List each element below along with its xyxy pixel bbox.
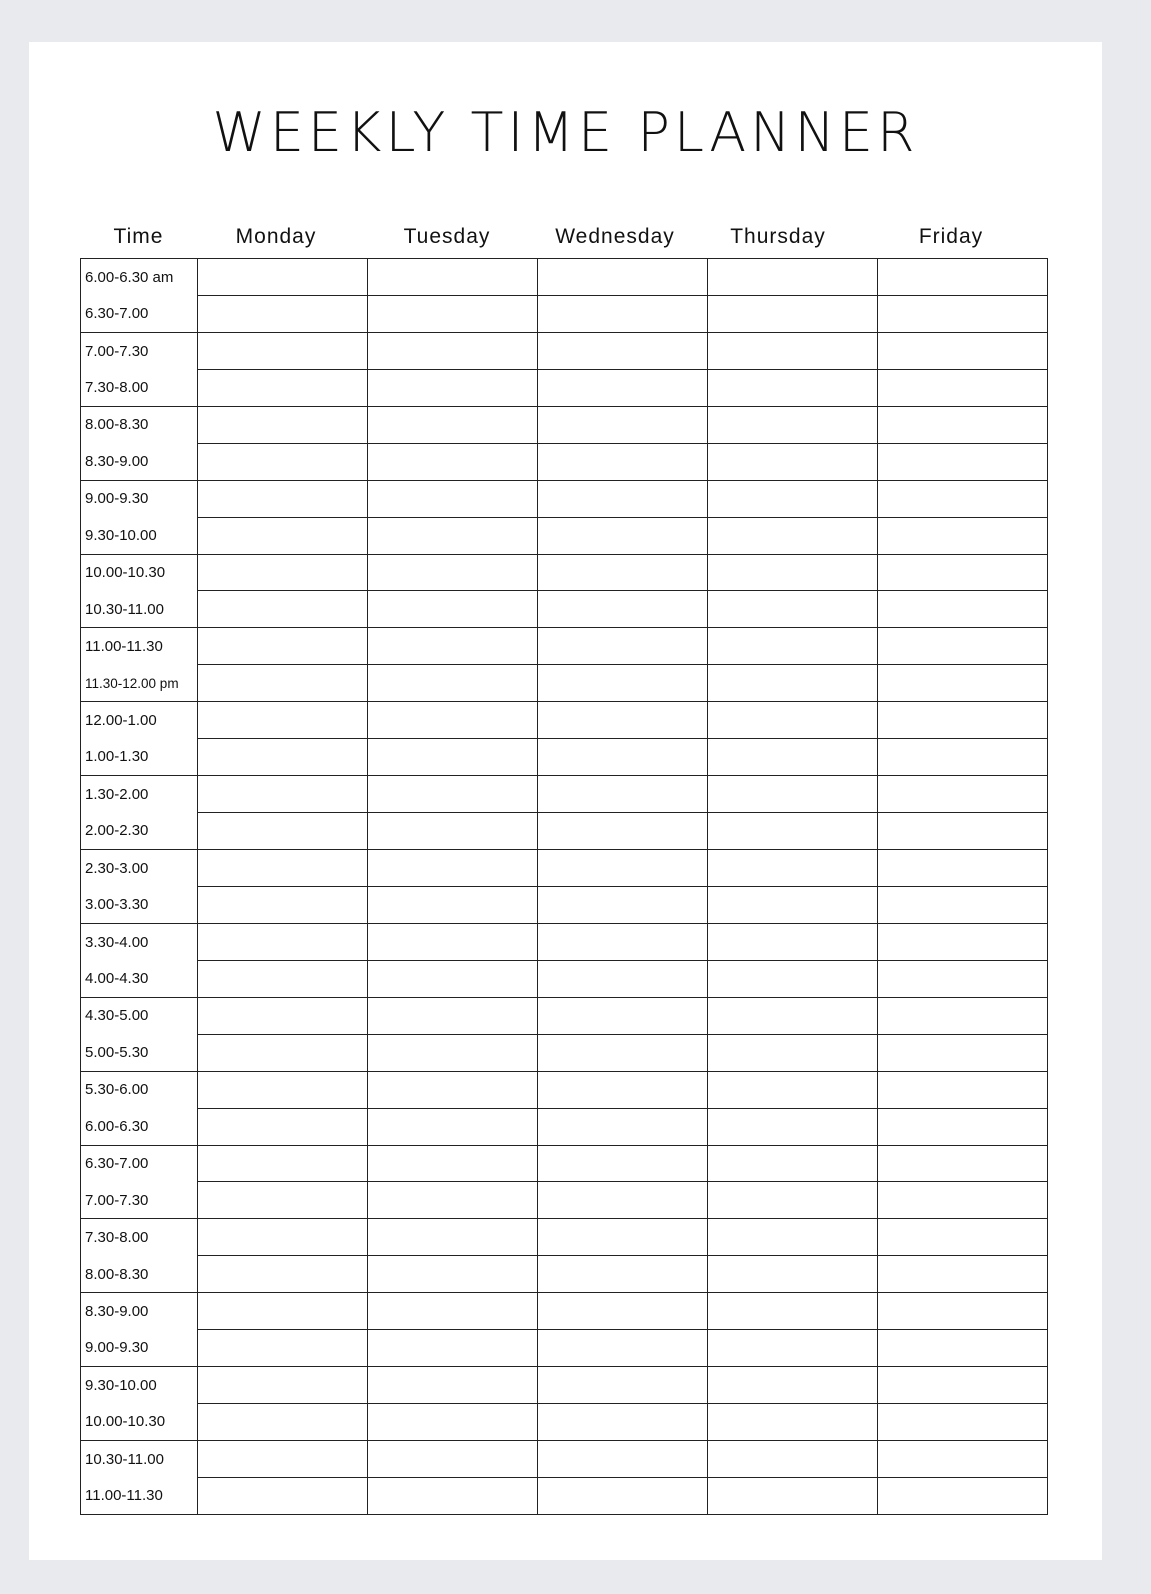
- table-row: [81, 628, 1048, 665]
- planner-cell-tuesday[interactable]: [368, 739, 538, 776]
- table-row: [81, 776, 1048, 813]
- planner-cell-monday[interactable]: [198, 1477, 368, 1514]
- planner-cell-thursday[interactable]: [708, 665, 878, 702]
- planner-cell-thursday[interactable]: [708, 886, 878, 923]
- time-slot-label: 7.00-7.30: [81, 1182, 198, 1219]
- planner-cell-friday[interactable]: [878, 406, 1048, 443]
- planner-cell-wednesday[interactable]: [538, 1145, 708, 1182]
- planner-cell-wednesday[interactable]: [538, 554, 708, 591]
- time-slot-label: 1.00-1.30: [81, 739, 198, 776]
- planner-cell-wednesday[interactable]: [538, 1367, 708, 1404]
- planner-cell-monday[interactable]: [198, 813, 368, 850]
- planner-cell-thursday[interactable]: [708, 554, 878, 591]
- table-row: [81, 1330, 1048, 1367]
- planner-cell-wednesday[interactable]: [538, 960, 708, 997]
- column-header-monday: Monday: [235, 225, 317, 248]
- planner-cell-monday[interactable]: [198, 702, 368, 739]
- planner-cell-wednesday[interactable]: [538, 739, 708, 776]
- planner-cell-thursday[interactable]: [708, 1441, 878, 1478]
- time-slot-label: 1.30-2.00: [81, 776, 198, 813]
- planner-cell-friday[interactable]: [878, 739, 1048, 776]
- column-header-row: [80, 224, 1049, 250]
- planner-cell-friday[interactable]: [878, 1219, 1048, 1256]
- planner-cell-tuesday[interactable]: [368, 886, 538, 923]
- planner-cell-thursday[interactable]: [708, 1182, 878, 1219]
- planner-cell-friday[interactable]: [878, 1108, 1048, 1145]
- planner-cell-monday[interactable]: [198, 554, 368, 591]
- table-row: [81, 1367, 1048, 1404]
- planner-cell-thursday[interactable]: [708, 1256, 878, 1293]
- planner-cell-monday[interactable]: [198, 332, 368, 369]
- table-row: [81, 443, 1048, 480]
- planner-cell-monday[interactable]: [198, 295, 368, 332]
- planner-cell-tuesday[interactable]: [368, 480, 538, 517]
- time-slot-label: 2.30-3.00: [81, 850, 198, 887]
- time-slot-label: 4.00-4.30: [81, 960, 198, 997]
- planner-cell-thursday[interactable]: [708, 1293, 878, 1330]
- planner-cell-wednesday[interactable]: [538, 443, 708, 480]
- planner-cell-monday[interactable]: [198, 480, 368, 517]
- table-row: [81, 295, 1048, 332]
- table-row: [81, 554, 1048, 591]
- planner-cell-friday[interactable]: [878, 702, 1048, 739]
- planner-cell-thursday[interactable]: [708, 369, 878, 406]
- planner-cell-friday[interactable]: [878, 1034, 1048, 1071]
- planner-cell-monday[interactable]: [198, 739, 368, 776]
- planner-cell-tuesday[interactable]: [368, 259, 538, 296]
- planner-cell-thursday[interactable]: [708, 850, 878, 887]
- planner-cell-monday[interactable]: [198, 997, 368, 1034]
- planner-cell-tuesday[interactable]: [368, 997, 538, 1034]
- planner-cell-wednesday[interactable]: [538, 1034, 708, 1071]
- planner-cell-monday[interactable]: [198, 591, 368, 628]
- planner-cell-monday[interactable]: [198, 1330, 368, 1367]
- planner-cell-wednesday[interactable]: [538, 517, 708, 554]
- planner-cell-monday[interactable]: [198, 1034, 368, 1071]
- table-row: [81, 886, 1048, 923]
- time-slot-label: 10.30-11.00: [81, 591, 198, 628]
- planner-cell-monday[interactable]: [198, 1367, 368, 1404]
- table-row: [81, 591, 1048, 628]
- planner-cell-monday[interactable]: [198, 369, 368, 406]
- planner-cell-friday[interactable]: [878, 295, 1048, 332]
- planner-cell-friday[interactable]: [878, 1256, 1048, 1293]
- time-slot-label: 3.00-3.30: [81, 886, 198, 923]
- table-row: [81, 923, 1048, 960]
- column-header-friday: Friday: [918, 225, 984, 248]
- table-row: [81, 960, 1048, 997]
- table-row: [81, 850, 1048, 887]
- time-slot-label: 10.00-10.30: [81, 554, 198, 591]
- planner-cell-tuesday[interactable]: [368, 295, 538, 332]
- planner-cell-tuesday[interactable]: [368, 1404, 538, 1441]
- planner-cell-wednesday[interactable]: [538, 813, 708, 850]
- planner-cell-friday[interactable]: [878, 554, 1048, 591]
- planner-cell-thursday[interactable]: [708, 591, 878, 628]
- planner-cell-thursday[interactable]: [708, 813, 878, 850]
- planner-cell-wednesday[interactable]: [538, 332, 708, 369]
- planner-cell-wednesday[interactable]: [538, 1477, 708, 1514]
- planner-grid: [80, 258, 1048, 1515]
- planner-cell-thursday[interactable]: [708, 1034, 878, 1071]
- table-row: [81, 1477, 1048, 1514]
- time-slot-label: 8.00-8.30: [81, 406, 198, 443]
- planner-cell-tuesday[interactable]: [368, 1330, 538, 1367]
- planner-cell-friday[interactable]: [878, 480, 1048, 517]
- planner-cell-friday[interactable]: [878, 776, 1048, 813]
- planner-cell-wednesday[interactable]: [538, 1219, 708, 1256]
- table-row: [81, 1404, 1048, 1441]
- planner-cell-wednesday[interactable]: [538, 591, 708, 628]
- planner-cell-wednesday[interactable]: [538, 1108, 708, 1145]
- planner-cell-monday[interactable]: [198, 1293, 368, 1330]
- planner-cell-friday[interactable]: [878, 1071, 1048, 1108]
- planner-cell-wednesday[interactable]: [538, 1441, 708, 1478]
- time-slot-label: 11.00-11.30: [81, 1477, 198, 1514]
- planner-cell-tuesday[interactable]: [368, 1219, 538, 1256]
- planner-cell-wednesday[interactable]: [538, 1182, 708, 1219]
- time-slot-label: 6.30-7.00: [81, 1145, 198, 1182]
- table-row: [81, 1145, 1048, 1182]
- page-title: WEEKLY TIME PLANNER: [212, 101, 919, 164]
- planner-cell-wednesday[interactable]: [538, 665, 708, 702]
- planner-cell-friday[interactable]: [878, 259, 1048, 296]
- planner-cell-wednesday[interactable]: [538, 1256, 708, 1293]
- planner-cell-thursday[interactable]: [708, 1477, 878, 1514]
- time-slot-label: 8.00-8.30: [81, 1256, 198, 1293]
- planner-cell-wednesday[interactable]: [538, 776, 708, 813]
- planner-cell-friday[interactable]: [878, 1145, 1048, 1182]
- table-row: [81, 702, 1048, 739]
- planner-cell-friday[interactable]: [878, 443, 1048, 480]
- table-row: [81, 1108, 1048, 1145]
- planner-cell-thursday[interactable]: [708, 1219, 878, 1256]
- planner-cell-wednesday[interactable]: [538, 295, 708, 332]
- time-slot-label: 10.30-11.00: [81, 1441, 198, 1478]
- planner-cell-thursday[interactable]: [708, 960, 878, 997]
- table-row: [81, 1182, 1048, 1219]
- table-row: [81, 997, 1048, 1034]
- planner-cell-thursday[interactable]: [708, 295, 878, 332]
- table-row: [81, 1441, 1048, 1478]
- planner-cell-wednesday[interactable]: [538, 1404, 708, 1441]
- planner-cell-tuesday[interactable]: [368, 517, 538, 554]
- planner-cell-tuesday[interactable]: [368, 1182, 538, 1219]
- planner-cell-thursday[interactable]: [708, 628, 878, 665]
- planner-cell-monday[interactable]: [198, 923, 368, 960]
- planner-cell-thursday[interactable]: [708, 517, 878, 554]
- time-slot-label: 12.00-1.00: [81, 702, 198, 739]
- time-slot-label: 9.00-9.30: [81, 1330, 198, 1367]
- planner-cell-monday[interactable]: [198, 960, 368, 997]
- planner-cell-thursday[interactable]: [708, 406, 878, 443]
- planner-cell-wednesday[interactable]: [538, 997, 708, 1034]
- planner-cell-friday[interactable]: [878, 1293, 1048, 1330]
- time-slot-label: 6.30-7.00: [81, 295, 198, 332]
- table-row: [81, 1293, 1048, 1330]
- table-row: [81, 480, 1048, 517]
- table-row: [81, 369, 1048, 406]
- planner-cell-monday[interactable]: [198, 517, 368, 554]
- time-slot-label: 8.30-9.00: [81, 443, 198, 480]
- planner-cell-tuesday[interactable]: [368, 1367, 538, 1404]
- planner-cell-friday[interactable]: [878, 369, 1048, 406]
- planner-cell-monday[interactable]: [198, 665, 368, 702]
- planner-cell-tuesday[interactable]: [368, 443, 538, 480]
- planner-cell-friday[interactable]: [878, 665, 1048, 702]
- planner-cell-friday[interactable]: [878, 886, 1048, 923]
- planner-cell-tuesday[interactable]: [368, 1441, 538, 1478]
- time-slot-label: 6.00-6.30 am: [81, 259, 198, 296]
- table-row: [81, 1034, 1048, 1071]
- planner-cell-tuesday[interactable]: [368, 1071, 538, 1108]
- table-row: [81, 1071, 1048, 1108]
- table-row: [81, 1219, 1048, 1256]
- planner-sheet: [29, 42, 1102, 1560]
- planner-cell-tuesday[interactable]: [368, 1108, 538, 1145]
- time-slot-label: 9.30-10.00: [81, 1367, 198, 1404]
- planner-cell-monday[interactable]: [198, 1108, 368, 1145]
- planner-cell-thursday[interactable]: [708, 1330, 878, 1367]
- planner-cell-friday[interactable]: [878, 1367, 1048, 1404]
- time-slot-label: 6.00-6.30: [81, 1108, 198, 1145]
- time-slot-label: 2.00-2.30: [81, 813, 198, 850]
- column-header-wednesday: Wednesday: [555, 225, 675, 248]
- planner-cell-wednesday[interactable]: [538, 923, 708, 960]
- planner-cell-monday[interactable]: [198, 1404, 368, 1441]
- time-slot-label: 10.00-10.30: [81, 1404, 198, 1441]
- planner-cell-friday[interactable]: [878, 1182, 1048, 1219]
- time-slot-label: 8.30-9.00: [81, 1293, 198, 1330]
- planner-cell-friday[interactable]: [878, 1330, 1048, 1367]
- time-slot-label: 7.00-7.30: [81, 332, 198, 369]
- planner-cell-tuesday[interactable]: [368, 591, 538, 628]
- planner-cell-wednesday[interactable]: [538, 369, 708, 406]
- planner-cell-wednesday[interactable]: [538, 628, 708, 665]
- planner-cell-monday[interactable]: [198, 628, 368, 665]
- table-row: [81, 1256, 1048, 1293]
- planner-cell-friday[interactable]: [878, 960, 1048, 997]
- table-row: [81, 813, 1048, 850]
- table-row: [81, 406, 1048, 443]
- planner-cell-thursday[interactable]: [708, 739, 878, 776]
- planner-cell-thursday[interactable]: [708, 480, 878, 517]
- table-row: [81, 739, 1048, 776]
- planner-cell-monday[interactable]: [198, 1441, 368, 1478]
- planner-cell-friday[interactable]: [878, 628, 1048, 665]
- planner-cell-monday[interactable]: [198, 1182, 368, 1219]
- planner-cell-friday[interactable]: [878, 1404, 1048, 1441]
- planner-cell-thursday[interactable]: [708, 259, 878, 296]
- planner-cell-tuesday[interactable]: [368, 850, 538, 887]
- table-row: [81, 665, 1048, 702]
- planner-cell-tuesday[interactable]: [368, 923, 538, 960]
- planner-cell-tuesday[interactable]: [368, 369, 538, 406]
- planner-cell-thursday[interactable]: [708, 1145, 878, 1182]
- planner-cell-tuesday[interactable]: [368, 1034, 538, 1071]
- time-slot-label: 4.30-5.00: [81, 997, 198, 1034]
- planner-cell-friday[interactable]: [878, 997, 1048, 1034]
- planner-cell-tuesday[interactable]: [368, 813, 538, 850]
- planner-cell-thursday[interactable]: [708, 1404, 878, 1441]
- planner-cell-tuesday[interactable]: [368, 1145, 538, 1182]
- planner-cell-monday[interactable]: [198, 1145, 368, 1182]
- planner-cell-thursday[interactable]: [708, 1367, 878, 1404]
- planner-cell-monday[interactable]: [198, 406, 368, 443]
- planner-cell-wednesday[interactable]: [538, 702, 708, 739]
- time-slot-label: 9.00-9.30: [81, 480, 198, 517]
- planner-cell-wednesday[interactable]: [538, 850, 708, 887]
- planner-cell-wednesday[interactable]: [538, 886, 708, 923]
- time-slot-label: 7.30-8.00: [81, 1219, 198, 1256]
- planner-cell-monday[interactable]: [198, 850, 368, 887]
- planner-cell-thursday[interactable]: [708, 332, 878, 369]
- planner-cell-thursday[interactable]: [708, 443, 878, 480]
- column-header-time: Time: [113, 225, 164, 248]
- planner-cell-tuesday[interactable]: [368, 960, 538, 997]
- planner-cell-tuesday[interactable]: [368, 332, 538, 369]
- planner-cell-monday[interactable]: [198, 1256, 368, 1293]
- planner-cell-monday[interactable]: [198, 776, 368, 813]
- planner-cell-monday[interactable]: [198, 443, 368, 480]
- planner-cell-friday[interactable]: [878, 1441, 1048, 1478]
- planner-cell-thursday[interactable]: [708, 997, 878, 1034]
- planner-cell-tuesday[interactable]: [368, 554, 538, 591]
- planner-cell-tuesday[interactable]: [368, 1293, 538, 1330]
- planner-cell-monday[interactable]: [198, 886, 368, 923]
- planner-cell-tuesday[interactable]: [368, 702, 538, 739]
- time-slot-label: 5.00-5.30: [81, 1034, 198, 1071]
- planner-cell-tuesday[interactable]: [368, 1256, 538, 1293]
- planner-cell-wednesday[interactable]: [538, 406, 708, 443]
- planner-cell-friday[interactable]: [878, 850, 1048, 887]
- planner-cell-tuesday[interactable]: [368, 406, 538, 443]
- planner-cell-friday[interactable]: [878, 1477, 1048, 1514]
- planner-cell-tuesday[interactable]: [368, 1477, 538, 1514]
- time-slot-label: 9.30-10.00: [81, 517, 198, 554]
- planner-cell-thursday[interactable]: [708, 702, 878, 739]
- planner-cell-wednesday[interactable]: [538, 1071, 708, 1108]
- time-slot-label: 5.30-6.00: [81, 1071, 198, 1108]
- planner-cell-friday[interactable]: [878, 923, 1048, 960]
- planner-cell-tuesday[interactable]: [368, 628, 538, 665]
- planner-cell-friday[interactable]: [878, 517, 1048, 554]
- planner-cell-thursday[interactable]: [708, 776, 878, 813]
- planner-cell-wednesday[interactable]: [538, 1330, 708, 1367]
- table-row: [81, 332, 1048, 369]
- planner-cell-thursday[interactable]: [708, 1108, 878, 1145]
- column-header-thursday: Thursday: [730, 225, 826, 248]
- planner-cell-tuesday[interactable]: [368, 665, 538, 702]
- time-slot-label: 11.30-12.00 pm: [81, 665, 198, 702]
- planner-cell-wednesday[interactable]: [538, 480, 708, 517]
- planner-cell-friday[interactable]: [878, 813, 1048, 850]
- planner-cell-thursday[interactable]: [708, 923, 878, 960]
- time-slot-label: 7.30-8.00: [81, 369, 198, 406]
- planner-cell-wednesday[interactable]: [538, 259, 708, 296]
- planner-cell-friday[interactable]: [878, 591, 1048, 628]
- planner-cell-monday[interactable]: [198, 259, 368, 296]
- planner-cell-thursday[interactable]: [708, 1071, 878, 1108]
- time-slot-label: 3.30-4.00: [81, 923, 198, 960]
- planner-cell-friday[interactable]: [878, 332, 1048, 369]
- planner-cell-wednesday[interactable]: [538, 1293, 708, 1330]
- planner-cell-monday[interactable]: [198, 1071, 368, 1108]
- table-row: [81, 517, 1048, 554]
- table-row: [81, 259, 1048, 296]
- planner-cell-tuesday[interactable]: [368, 776, 538, 813]
- planner-cell-monday[interactable]: [198, 1219, 368, 1256]
- time-slot-label: 11.00-11.30: [81, 628, 198, 665]
- column-header-tuesday: Tuesday: [403, 225, 491, 248]
